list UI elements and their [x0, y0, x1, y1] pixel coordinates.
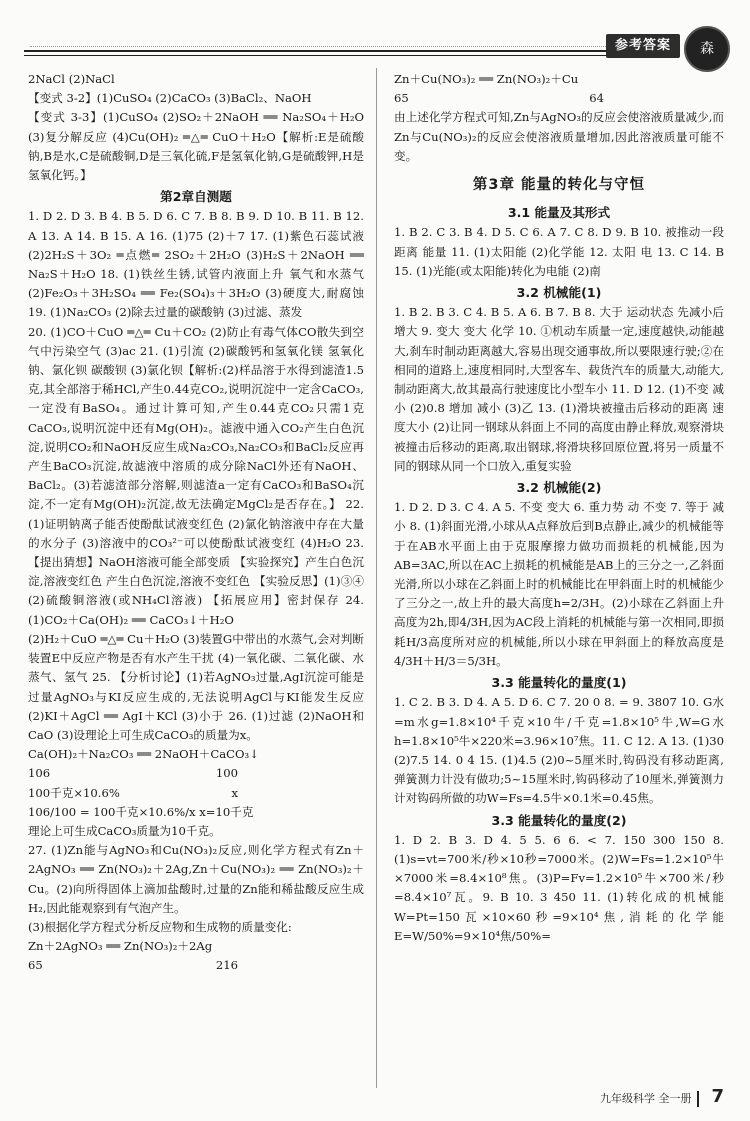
mass-value: 106: [28, 766, 51, 781]
chapter-title: 第3章 能量的转化与守恒: [472, 177, 646, 194]
equation-line: Ca(OH)₂＋Na₂CO₃ ══ 2NaOH＋CaCO₃↓: [28, 747, 259, 762]
answer-paragraph: (3)根据化学方程式分析反应物和生成物的质量变化:: [28, 919, 292, 934]
header-rule-thin: [24, 55, 624, 56]
equation-line: Zn＋Cu(NO₃)₂ ══ Zn(NO₃)₂＋Cu: [394, 72, 579, 86]
section-heading: 3.2 机械能(2): [516, 480, 602, 496]
equation-line: 106/100 = 100千克×10.6%/x x=10千克: [28, 804, 254, 819]
answer-paragraph: 【变式 3-3】(1)CuSO₄ (2)SO₂＋2NaOH ══ Na₂SO₄＋H₂O (3)复分解反应 (4)Cu(OH)₂ ═△═ CuO＋H₂O【解析:E是硫酸钠,B是水,C是硫酸铜,D是三氧化硫,F是氢氧化钠,G是硫酸钾,H是氢氧化钙。】: [28, 110, 364, 183]
section-heading: 3.3 能量转化的量度(1): [491, 675, 627, 691]
section-heading: 3.3 能量转化的量度(2): [491, 812, 627, 828]
footer-book-label: 九年级科学 全一册: [599, 1092, 692, 1105]
equation-line: Zn＋2AgNO₃ ══ Zn(NO₃)₂＋2Ag: [28, 939, 213, 954]
answer-paragraph: 1. D 2. D 3. C 4. A 5. 不变 变大 6. 重力势 动 不变 7. 等于 减小 8. (1)斜面光滑,小球从A点释放后到B点静止,减少的机械能等于在AB水平面上由于克服摩擦力做功而损耗的机械能,因为AB=3AC,所以在AC上损耗的机械能是AB上的三分之一,乙斜面光滑,所以小球在乙斜面上时的机械能比在甲斜面上时的机械能少了三分之一,故上升的最大高度h=2/3H。(2)小球在乙斜面上升高度为2h,即4/3H,因为AC段上消耗的机械能与第一次相同,即损耗H/3高度所对应的机械能,所以小球在甲斜面上的释放高度是4/3H＋H/3＝5/3H。: [394, 500, 724, 668]
mass-ratio-row: [28, 956, 238, 975]
section-heading: 3.1 能量及其形式: [507, 205, 611, 221]
left-column: [28, 70, 364, 976]
answer-paragraph: 1. D 2. B 3. D 4. 5 5. 6 6. < 7. 150 300 150 8. (1)s=vt=700米/秒×10秒=7000米。(2)W=Fs=1.2×10⁵牛×7000米=8.4×10⁸焦。(3)P=Fv=1.2×10⁵牛×700米/秒=8.4×10⁷瓦。9. B 10. 3 450 11. (1)转化成的机械能W=Pt=150瓦×10×60秒=9×10⁴焦,消耗的化学能E=W/50%=9×10⁴焦/50%=: [394, 832, 724, 943]
answer-paragraph: 2NaCl (2)NaCl: [28, 72, 115, 86]
mass-value: x: [231, 785, 238, 800]
header-rule: [24, 50, 624, 52]
answer-key-badge: 参考答案: [606, 34, 680, 58]
answer-paragraph: 1. D 2. D 3. B 4. B 5. D 6. C 7. B 8. B 9. D 10. B 11. B 12. A 13. A 14. B 15. A 16. (1)75 (2)＋7 17. (1)紫色石蕊试液 (2)2H₂S＋3O₂ ═点燃═ 2SO₂＋2H₂O (3)H₂S＋2NaOH ══ Na₂S＋H₂O 18. (1)铁丝生锈,试管内液面上升 氧气和水蒸气 (2)Fe₂O₃＋3H₂SO₄ ══ Fe₂(SO₄)₃＋3H₂O (3)硬度大,耐腐蚀 19. (1)Na₂CO₃ (2)除去过量的碳酸钠 (3)过滤、蒸发: [28, 209, 364, 320]
answer-paragraph: 20. (1)CO＋CuO ═△═ Cu＋CO₂ (2)防止有毒气体CO散失到空气中污染空气 (3)ac 21. (1)引流 (2)碳酸钙和氢氧化镁 氢氧化钠、氯化钡 碳酸钡 (3)氯化钡【解析:(2)样品溶于水得到滤渣1.5克,其全部溶于稀HCl,产生0.44克CO₂,说明沉淀中一定含CaCO₃,一定没有BaSO₄。通过计算可知,产生0.44克CO₂只需1克CaCO₃,说明沉淀中还有Mg(OH)₂。滤液中通入CO₂产生白色沉淀,说明CO₂和NaOH反应生成Na₂CO₃,Na₂CO₃和BaCl₂反应再产生BaCO₃沉淀,故滤液中溶质的成分除NaCl外还有NaOH、BaCl₂。(3)若滤渣部分溶解,则滤渣a一定有CaCO₃和BaSO₄沉淀,不一定有Mg(OH)₂沉淀,故无法确定MgCl₂是否存在。】 22. (1)证明钠离子能否使酚酞试液变红色 (2)氯化钠溶液中存在大量的水分子 (3)溶液中的CO₃²⁻可以使酚酞试液变红 (4)H₂O 23. 【提出猜想】NaOH溶液可能全部变质 【实验探究】产生白色沉淀,溶液变红色 产生白色沉淀,溶液不变红色 【实验反思】(1)③④ (2)硫酸铜溶液(或NH₄Cl溶液) 【拓展应用】密封保存 24. (1)CO₂＋Ca(OH)₂ ══ CaCO₃↓＋H₂O: [28, 324, 364, 627]
answer-paragraph: 27. (1)Zn能与AgNO₃和Cu(NO₃)₂反应,则化学方程式有Zn＋2AgNO₃ ══ Zn(NO₃)₂＋2Ag,Zn＋Cu(NO₃)₂ ══ Zn(NO₃)₂＋Cu。(2)向所得固体上滴加盐酸时,过量的Zn能和稀盐酸反应生成H₂,因此能观察到有气泡产生。: [28, 843, 364, 915]
mass-value: 65: [394, 91, 409, 106]
answer-paragraph: 【变式 3-2】(1)CuSO₄ (2)CaCO₃ (3)BaCl₂、NaOH: [28, 91, 312, 106]
page-footer: [600, 1086, 724, 1107]
answer-paragraph: (2)H₂＋CuO ═△═ Cu＋H₂O (3)装置G中带出的水蒸气,会对判断装置E中反应产物是否有水产生干扰 (4)一氧化碳、二氧化碳、水蒸气、氢气 25. 【分析讨论】(1)若AgNO₃过量,AgI沉淀可能是过量AgNO₃与KI反应生成的,无法说明AgCl与KI能发生反应 (2)KI＋AgCl ══ AgI＋KCl (3)小于 26. (1)过滤 (2)NaOH和CaO (3)设理论上可生成CaCO₃的质量为x。: [28, 631, 364, 742]
answer-paragraph: 理论上可生成CaCO₃质量为10千克。: [28, 823, 221, 838]
mass-value: 65: [28, 958, 43, 973]
header-dotted-line: [30, 46, 620, 47]
mass-value: 216: [215, 958, 238, 973]
mass-ratio-row: [394, 89, 604, 108]
mass-value: 100: [215, 766, 238, 781]
column-divider: [376, 68, 377, 1088]
section-heading: 第2章自测题: [160, 189, 232, 205]
section-heading: 3.2 机械能(1): [516, 285, 602, 301]
answer-paragraph: 由上述化学方程式可知,Zn与AgNO₃的反应会使溶液质量减少,而Zn与Cu(NO₃)₂的反应会使溶液质量增加,因此溶液质量可能不变。: [394, 110, 724, 163]
mass-ratio-row: [28, 784, 238, 803]
answer-paragraph: 1. B 2. B 3. C 4. B 5. A 6. B 7. B 8. 大于 运动状态 先减小后增大 9. 变大 变大 化学 10. ①机动车质量一定,速度越快,动能越大,刹车时制动距离越大,容易出现交通事故,所以要限速行驶;②在相同的道路上,速度相同时,大型客车、载货汽车的质量大,动能大,制动距离大,故其最高行驶速度比小型车小 11. D 12. (1)不变 减小 (2)0.8 增加 减小 (3)乙 13. (1)滑块被撞击后移动的距离 速度大小 (2)让同一钢球从斜面上不同的高度由静止释放,观察滑块被撞击后移动的距离,取出钢球,将滑块移回原位置,将另一质量不同的钢球从同一个口放入,重复实验: [394, 305, 724, 473]
publisher-logo-icon: 森: [684, 26, 730, 72]
mass-value: 100千克×10.6%: [28, 785, 120, 800]
answer-paragraph: 1. B 2. C 3. B 4. D 5. C 6. A 7. C 8. D 9. B 10. 被推动一段距离 能量 11. (1)太阳能 (2)化学能 12. 太阳 电 13. C 14. B 15. (1)光能(或太阳能)转化为电能 (2)南: [394, 225, 724, 278]
answer-paragraph: 1. C 2. B 3. D 4. A 5. D 6. C 7. 20 0 8. = 9. 3807 10. G水=m水g=1.8×10⁴千克×10牛/千克=1.8×10⁵牛,W=G水h=1.8×10⁵牛×220米=3.96×10⁷焦。11. C 12. A 13. (1)30 (2)7.5 14. 0 4 15. (1)4.5 (2)0~5厘米时,钩码没有移动距离,弹簧测力计没有做功;5~15厘米时,钩码移动了10厘米,弹簧测力计对钩码所做的功W=Fs=4.5牛×0.1米=0.45焦。: [394, 695, 724, 806]
page-number: 7: [711, 1086, 724, 1107]
mass-ratio-row: [28, 764, 238, 783]
footer-divider: [697, 1091, 699, 1107]
right-column: [394, 70, 724, 946]
mass-value: 64: [589, 91, 604, 106]
